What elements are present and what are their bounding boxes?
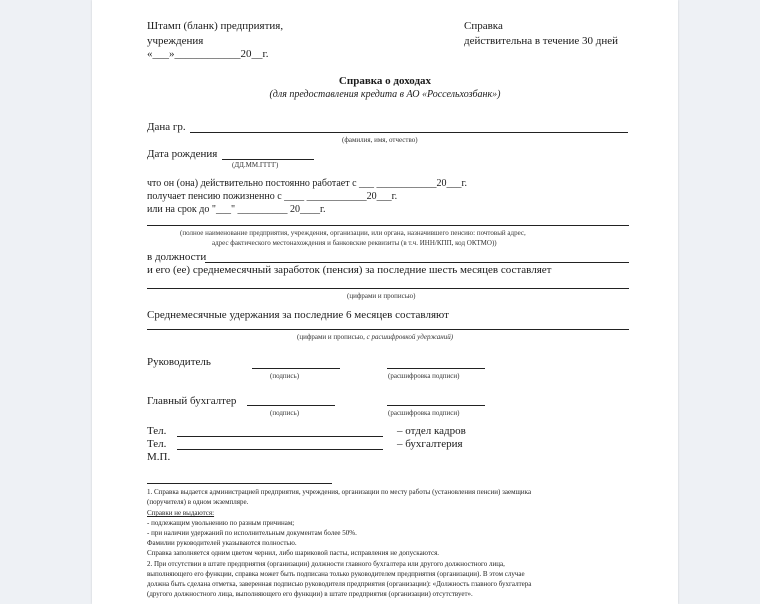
- not-issued-item-2: - при наличии удержаний по исполнительным документам более 50%.: [147, 529, 357, 537]
- position-line: [205, 262, 629, 263]
- accountant-signature-caption: (подпись): [270, 409, 300, 417]
- deductions-text: Среднемесячные удержания за последние 6 месяцев составляют: [147, 309, 449, 321]
- head-signature-line: [252, 368, 340, 369]
- stamp-line-2: учреждения: [147, 35, 204, 47]
- footnote-1a: 1. Справка выдается администрацией предприятия, учреждения, организации по месту работы (установления пенсии) заемщика: [147, 488, 532, 496]
- stamp-line-1: Штамп (бланк) предприятия,: [147, 20, 284, 32]
- accountant-signature-line: [247, 405, 335, 406]
- deductions-caption: [297, 333, 453, 342]
- hr-dept-label: – отдел кадров: [397, 425, 466, 437]
- accounting-label: – бухгалтерия: [397, 438, 463, 450]
- birth-date-caption: (ДД.ММ.ГГГГ): [232, 161, 279, 169]
- head-decoding-caption: (расшифровка подписи): [388, 372, 460, 380]
- organization-caption-2: адрес фактического местонахождения и банковские реквизиты (в т.ч. ИНН/КПП, код ОКТМО)): [212, 239, 497, 247]
- birth-date-label: Дата рождения: [147, 148, 218, 160]
- position-label: в должности: [147, 251, 207, 263]
- document-subtitle: (для предоставления кредита в АО «Россельхозбанк»): [269, 89, 501, 100]
- tel-hr-label: Тел.: [147, 425, 167, 437]
- average-salary-text: и его (ее) среднемесячный заработок (пенсия) за последние шесть месяцев составляет: [147, 264, 552, 276]
- seal-label: М.П.: [147, 451, 171, 463]
- or-until-line: или на срок до "___" __________ 20____г.: [147, 204, 326, 215]
- amount-line: [147, 288, 629, 289]
- footnote-2c: должна быть сделана отметка, заверенная подписью руководителя предприятия (организации): «Должность главного бухгалтера: [147, 580, 532, 588]
- footnote-2a: 2. При отсутствии в штате предприятия (организации) должности главного бухгалтера или другого должностного лица,: [147, 560, 505, 568]
- pension-since-line: получает пенсию пожизненно с ____ ____________20___г.: [147, 191, 398, 202]
- given-to-label: Дана гр.: [147, 121, 186, 133]
- given-to-caption: (фамилия, имя, отчество): [342, 136, 418, 144]
- tel-accounting-label: Тел.: [147, 438, 167, 450]
- not-issued-heading: Справки не выдаются:: [147, 509, 215, 517]
- tel-hr-line: [177, 436, 383, 437]
- organization-caption-1: (полное наименование предприятия, учреждения, организации, или органа, назначившего пенсию: почтовый адрес,: [180, 229, 526, 237]
- full-names-note: Фамилии руководителей указываются полностью.: [147, 539, 297, 547]
- accountant-decoding-caption: (расшифровка подписи): [388, 409, 460, 417]
- given-to-line: [190, 132, 628, 133]
- amount-caption: (цифрами и прописью): [347, 292, 416, 300]
- validity-line-1: Справка: [464, 20, 503, 32]
- deductions-line: [147, 329, 629, 330]
- head-label: Руководитель: [147, 356, 211, 368]
- birth-date-line: [222, 159, 314, 160]
- footnote-2b: выполняющего его функции, справка может быть подписана только руководителем предприятия (организации). В этом случае: [147, 570, 525, 578]
- organization-line: [147, 225, 629, 226]
- validity-line-2: действительна в течение 30 дней: [464, 35, 619, 47]
- document-title: Справка о доходах: [338, 75, 432, 87]
- works-since-line: что он (она) действительно постоянно работает с ___ ____________20___г.: [147, 178, 467, 189]
- stamp-date: «___»____________20__г.: [147, 48, 269, 60]
- tel-accounting-line: [177, 449, 383, 450]
- deductions-caption-part: (цифрами и прописью,: [297, 333, 367, 341]
- footnote-separator: [147, 483, 332, 484]
- accountant-decoding-line: [387, 405, 485, 406]
- deductions-caption-italic: с расшифровкой удержаний): [366, 333, 454, 341]
- document-page: [92, 0, 678, 604]
- footnote-2d: (другого должностного лица, выполняющего его функции) в штате предприятия (организации) отсутствует».: [147, 590, 473, 598]
- ink-note: Справка заполняется одним цветом чернил, либо шариковой пасты, исправления не допускаются.: [147, 549, 440, 557]
- accountant-label: Главный бухгалтер: [147, 395, 237, 407]
- head-decoding-line: [387, 368, 485, 369]
- not-issued-item-1: - подлежащим увольнению по разным причинам;: [147, 519, 295, 527]
- head-signature-caption: (подпись): [270, 372, 300, 380]
- footnote-1b: (поручителя) в одном экземпляре.: [147, 498, 249, 506]
